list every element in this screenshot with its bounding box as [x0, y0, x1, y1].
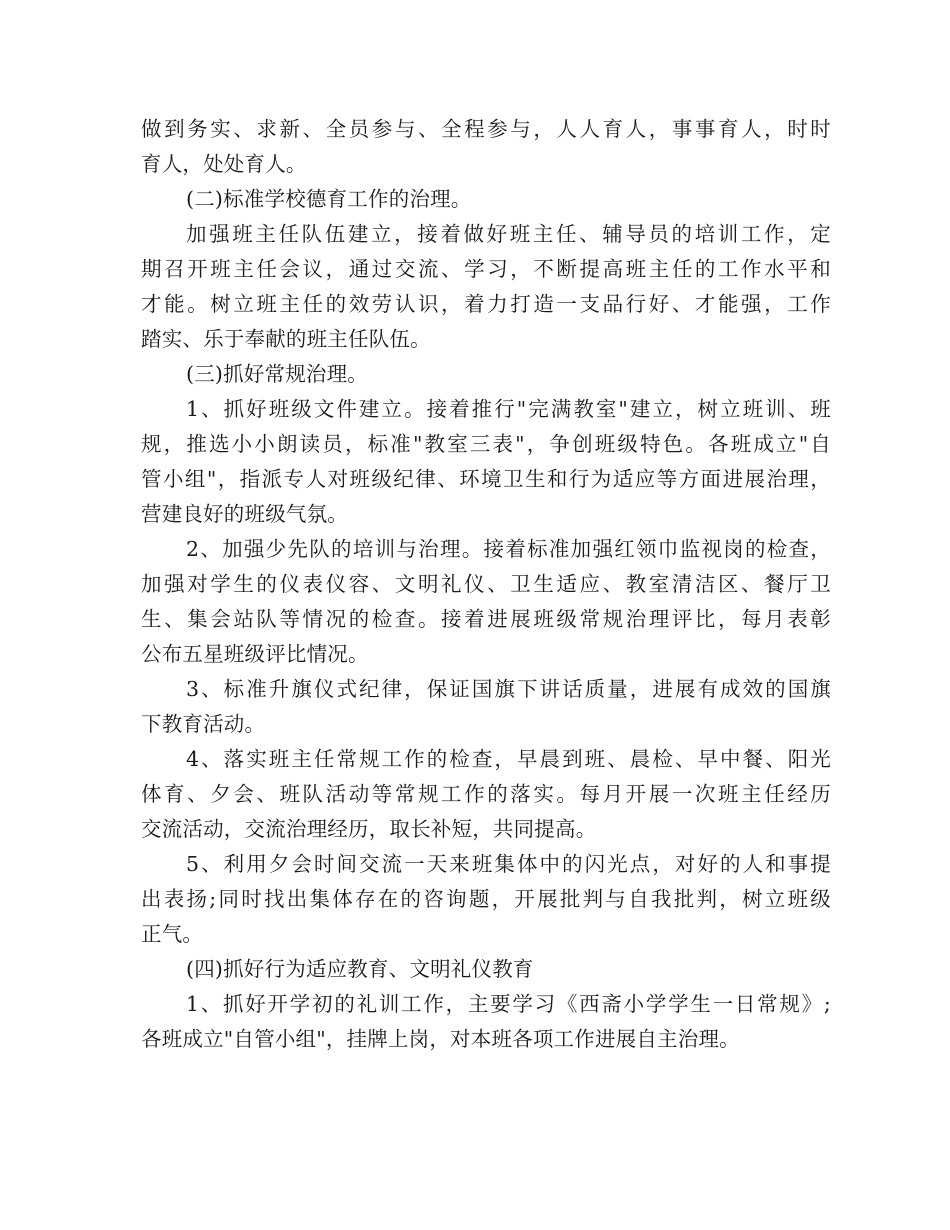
body-text-line: 规，推选小小朗读员，标准"教室三表"，争创班级特色。各班成立"自	[141, 432, 831, 456]
body-text-line: 育人，处处育人。	[141, 152, 307, 176]
body-text-line: 公布五星班级评比情况。	[141, 642, 369, 666]
body-text-line: 期召开班主任会议，通过交流、学习，不断提高班主任的工作水平和	[141, 257, 831, 281]
body-text-line: 生、集会站队等情况的检查。接着进展班级常规治理评比，每月表彰	[141, 607, 831, 631]
body-text-line: 加强班主任队伍建立，接着做好班主任、辅导员的培训工作，定	[186, 222, 831, 246]
body-text-line: 正气。	[141, 922, 204, 946]
body-text-line: 做到务实、求新、全员参与、全程参与，人人育人，事事育人，时时	[141, 117, 831, 141]
body-text-line: 体育、夕会、班队活动等常规工作的落实。每月开展一次班主任经历	[141, 782, 831, 806]
body-text-line: 1、抓好开学初的礼训工作，主要学习《西斋小学学生一日常规》;	[186, 992, 831, 1016]
body-text-line: 出表扬;同时找出集体存在的咨询题，开展批判与自我批判，树立班级	[141, 887, 831, 911]
body-text-line: 下教育活动。	[141, 712, 266, 736]
body-text-line: 加强对学生的仪表仪容、文明礼仪、卫生适应、教室清洁区、餐厅卫	[141, 572, 831, 596]
body-text-line: 踏实、乐于奉献的班主任队伍。	[141, 327, 431, 351]
body-text-line: 4、落实班主任常规工作的检查，早晨到班、晨检、早中餐、阳光	[186, 747, 831, 771]
section-heading-4: (四)抓好行为适应教育、文明礼仪教育	[186, 957, 534, 981]
body-text-line: 交流活动，交流治理经历，取长补短，共同提高。	[141, 817, 597, 841]
body-text-line: 各班成立"自管小组"，挂牌上岗，对本班各项工作进展自主治理。	[141, 1027, 740, 1051]
body-text-line: 才能。树立班主任的效劳认识，着力打造一支品行好、才能强，工作	[141, 292, 831, 316]
body-text-line: 营建良好的班级气氛。	[141, 502, 348, 526]
body-text-line: 2、加强少先队的培训与治理。接着标准加强红领巾监视岗的检查，	[186, 537, 831, 561]
body-text-line: 1、抓好班级文件建立。接着推行"完满教室"建立，树立班训、班	[186, 397, 831, 421]
section-heading-2: (二)标准学校德育工作的治理。	[186, 187, 472, 211]
body-text-line: 3、标准升旗仪式纪律，保证国旗下讲话质量，进展有成效的国旗	[186, 677, 831, 701]
section-heading-3: (三)抓好常规治理。	[186, 362, 368, 386]
body-text-line: 管小组"，指派专人对班级纪律、环境卫生和行为适应等方面进展治理，	[141, 467, 831, 491]
body-text-line: 5、利用夕会时间交流一天来班集体中的闪光点，对好的人和事提	[186, 852, 831, 876]
